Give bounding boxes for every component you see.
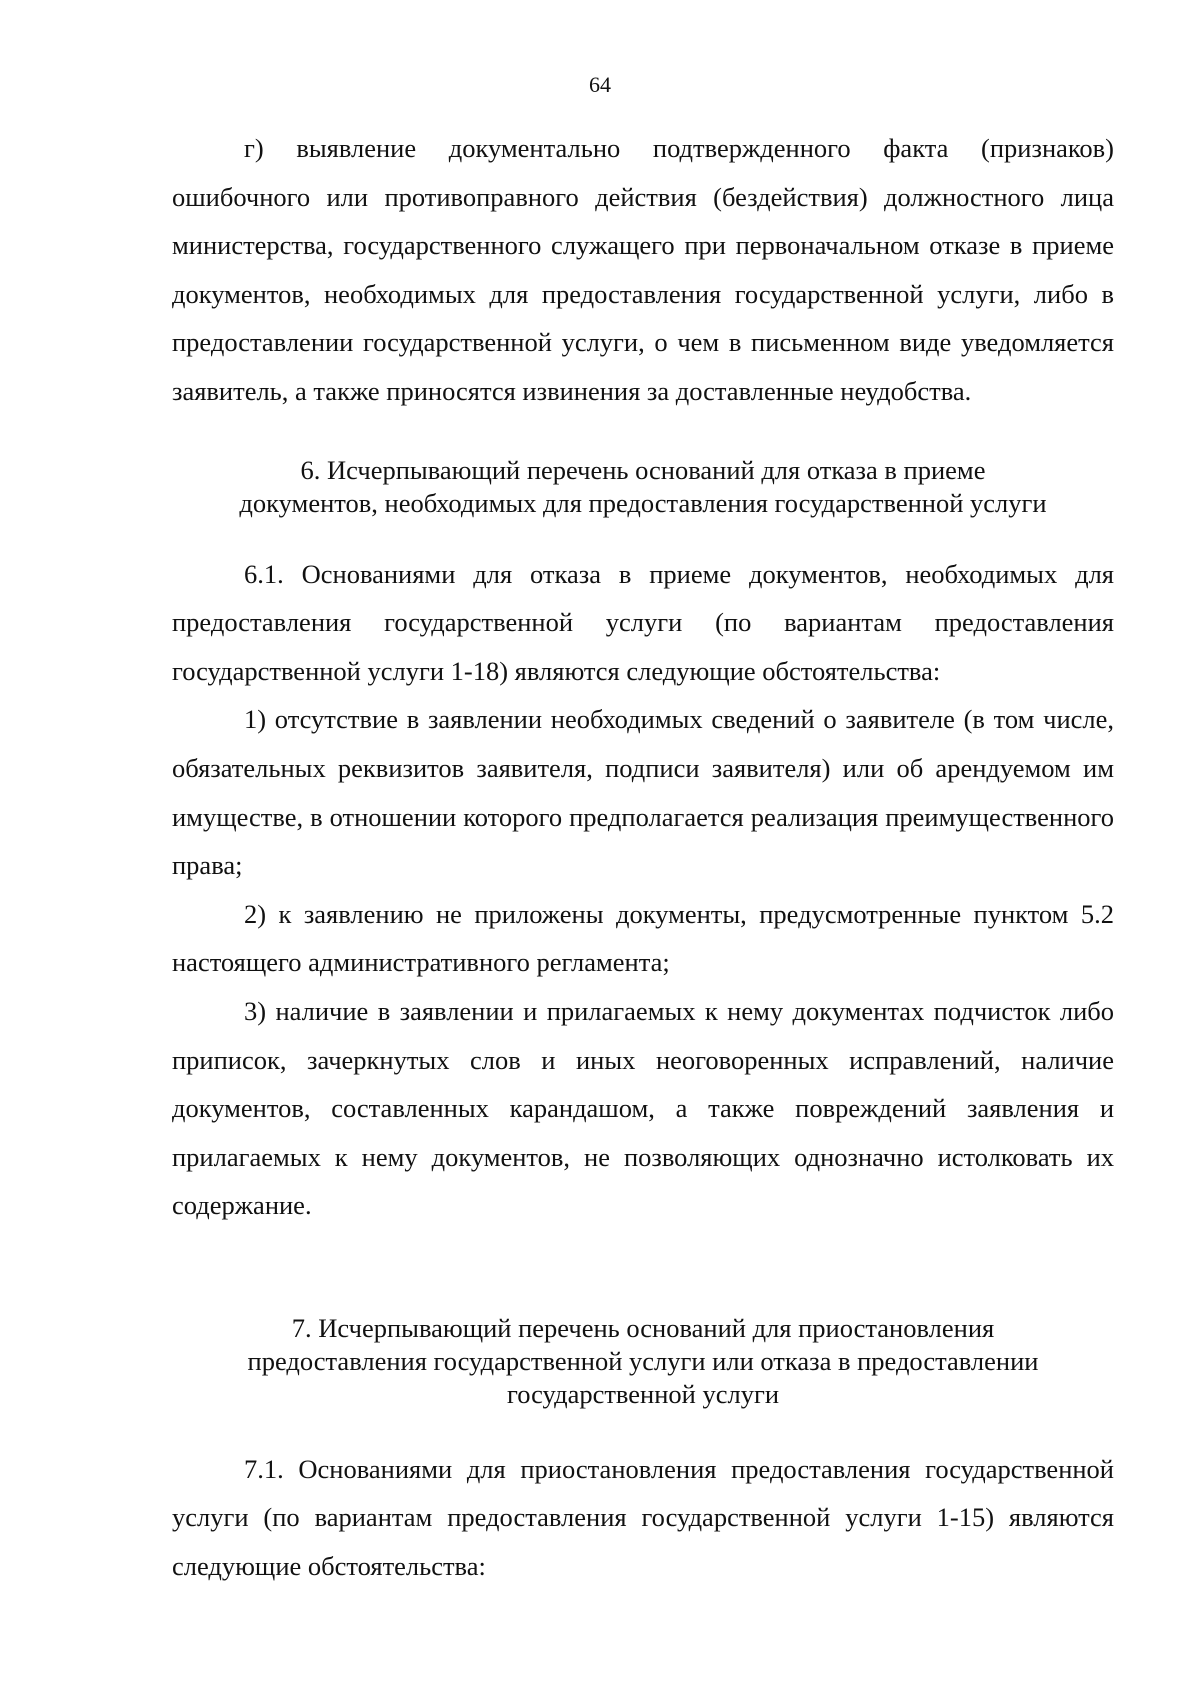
section-heading-6 <box>172 454 1114 520</box>
heading-line: предоставления государственной услуги или отказа в предоставлении <box>247 1345 1039 1376</box>
paragraph-6-1-item-1: 1) отсутствие в заявлении необходимых сведений о заявителе (в том числе, обязательных реквизитов заявителя, подписи заявителя) или об арендуемом им имуществе, в отношении которого предполагается реализация преимущественного права; <box>172 704 1114 881</box>
paragraph-6-1-item-3: 3) наличие в заявлении и прилагаемых к нему документах подчисток либо приписок, зачеркнутых слов и иных неоговоренных исправлений, наличие документов, составленных карандашом, а также повреждений заявления и прилагаемых к нему документов, не позволяющих однозначно истолковать их содержание. <box>172 995 1114 1221</box>
paragraph-6-1-item-2: 2) к заявлению не приложены документы, предусмотренные пунктом 5.2 настоящего административного регламента; <box>172 898 1114 978</box>
section-heading-7 <box>172 1312 1114 1411</box>
paragraph-6-1: 6.1. Основаниями для отказа в приеме документов, необходимых для предоставления государственной услуги (по вариантам предоставления государственной услуги 1-18) являются следующие обстоятельства: <box>172 558 1114 686</box>
paragraph-7-1: 7.1. Основаниями для приостановления предоставления государственной услуги (по вариантам предоставления государственной услуги 1-15) являются следующие обстоятельства: <box>172 1453 1114 1582</box>
heading-line: государственной услуги <box>506 1378 780 1409</box>
heading-line: 6. Исчерпывающий перечень оснований для отказа в приеме <box>300 454 986 485</box>
paragraph-item-g: г) выявление документально подтвержденного факта (признаков) ошибочного или противоправного действия (бездействия) должностного лица министерства, государственного служащего при первоначальном отказе в приеме документов, необходимых для предоставления государственной услуги, либо в предоставлении государственной услуги, о чем в письменном виде уведомляется заявитель, а также приносятся извинения за доставленные неудобства. <box>172 133 1114 406</box>
heading-line: 7. Исчерпывающий перечень оснований для приостановления <box>291 1312 995 1343</box>
page-number: 64 <box>589 72 611 97</box>
document-body <box>172 124 1114 1591</box>
heading-line: документов, необходимых для предоставления государственной услуги <box>239 487 1047 518</box>
